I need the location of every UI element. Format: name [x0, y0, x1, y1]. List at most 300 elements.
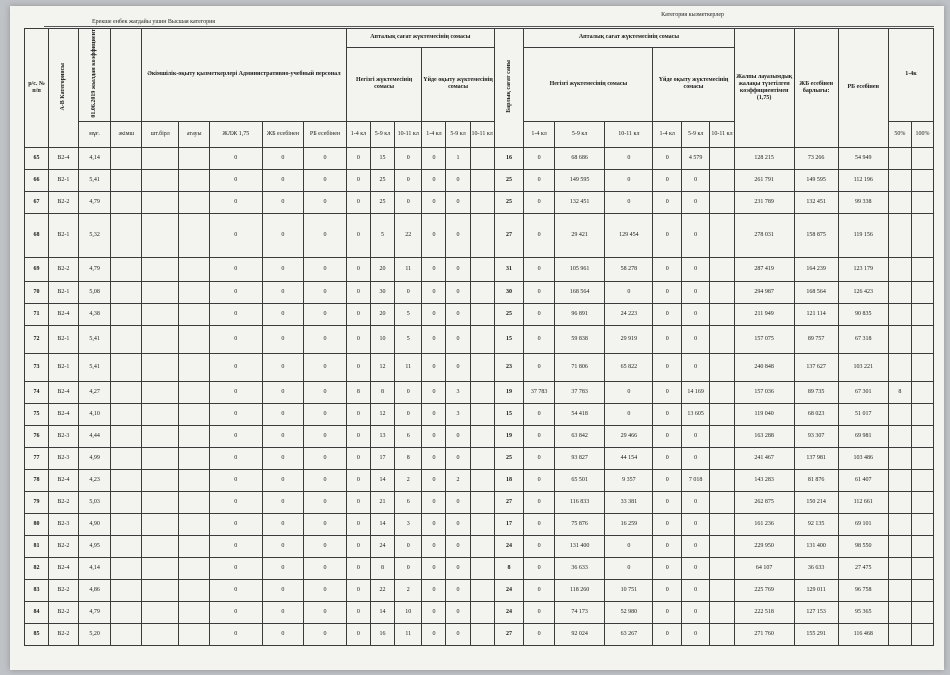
row-sum-g14: 0 [524, 513, 555, 535]
row-atauy [179, 191, 210, 213]
row-rb-total: 103 221 [838, 353, 888, 381]
row-atauy [179, 147, 210, 169]
row-rb: 0 [304, 169, 347, 191]
row-empty [111, 469, 142, 491]
row-home-g59: 0 [681, 353, 709, 381]
sub-p100: 100% [911, 121, 933, 147]
row-jb: 0 [262, 303, 304, 325]
row-number: 74 [25, 381, 49, 403]
row-home-g14: 0 [653, 169, 681, 191]
row-total-hours: 23 [494, 353, 524, 381]
row-sum-g59: 93 827 [554, 447, 604, 469]
row-empty [111, 169, 142, 191]
row-home-g1011 [710, 535, 734, 557]
row-jb-total: 121 114 [794, 303, 838, 325]
row-h-g1011 [470, 491, 494, 513]
row-w-g1011: 10 [395, 601, 422, 623]
row-sum-g59: 71 806 [554, 353, 604, 381]
table-row [25, 325, 934, 353]
row-home-g14: 0 [653, 257, 681, 281]
row-w-g59: 22 [370, 579, 394, 601]
jb-total-header: ЖБ есебінен барлығы: [794, 29, 838, 148]
row-h-g1011 [470, 191, 494, 213]
col-no-header: р/с. № п/п [25, 29, 49, 148]
row-atauy [179, 469, 210, 491]
row-coef: 4,44 [78, 425, 111, 447]
row-p50 [888, 513, 911, 535]
row-rb-total: 69 981 [838, 425, 888, 447]
row-sum-g59: 29 421 [554, 213, 604, 257]
row-coef: 4,79 [78, 257, 111, 281]
row-home-g1011 [710, 557, 734, 579]
row-sum-g59: 96 891 [554, 303, 604, 325]
row-h-g1011 [470, 353, 494, 381]
row-category: В2-4 [49, 403, 79, 425]
row-w-g59: 21 [370, 491, 394, 513]
row-empty [111, 403, 142, 425]
row-zhlzh: 0 [210, 513, 263, 535]
row-empty [111, 601, 142, 623]
row-number: 76 [25, 425, 49, 447]
row-salary: 262 875 [734, 491, 794, 513]
row-number: 79 [25, 491, 49, 513]
row-sum-g14: 0 [524, 491, 555, 513]
sub-g59-a: 5-9 кл [370, 121, 394, 147]
row-h-g59: 2 [446, 469, 470, 491]
row-w-g1011: 0 [395, 147, 422, 169]
row-salary: 261 791 [734, 169, 794, 191]
row-jb: 0 [262, 557, 304, 579]
row-jb-total: 36 633 [794, 557, 838, 579]
row-w-g1011: 22 [395, 213, 422, 257]
row-p100 [911, 491, 933, 513]
row-zhlzh: 0 [210, 557, 263, 579]
row-sum-g59: 149 595 [554, 169, 604, 191]
row-p100 [911, 513, 933, 535]
row-h-g59: 0 [446, 169, 470, 191]
row-coef: 4,23 [78, 469, 111, 491]
row-shtbirl [142, 147, 179, 169]
row-shtbirl [142, 213, 179, 257]
row-sum-g1011: 63 267 [605, 623, 653, 645]
row-total-hours: 24 [494, 535, 524, 557]
row-rb: 0 [304, 303, 347, 325]
row-empty [111, 491, 142, 513]
row-salary: 229 950 [734, 535, 794, 557]
row-atauy [179, 281, 210, 303]
row-coef: 5,41 [78, 325, 111, 353]
row-h-g59: 0 [446, 281, 470, 303]
row-p100 [911, 147, 933, 169]
table-row [25, 535, 934, 557]
row-shtbirl [142, 425, 179, 447]
row-home-g14: 0 [653, 191, 681, 213]
row-category: В2-1 [49, 169, 79, 191]
row-number: 69 [25, 257, 49, 281]
row-zhlzh: 0 [210, 213, 263, 257]
row-sum-g1011: 0 [605, 535, 653, 557]
row-zhlzh: 0 [210, 303, 263, 325]
row-total-hours: 8 [494, 557, 524, 579]
row-jb: 0 [262, 513, 304, 535]
row-w-g59: 16 [370, 623, 394, 645]
row-rb: 0 [304, 147, 347, 169]
row-w-g14: 0 [346, 491, 370, 513]
table-row [25, 403, 934, 425]
row-jb: 0 [262, 469, 304, 491]
row-jb-total: 73 266 [794, 147, 838, 169]
row-rb-total: 67 318 [838, 325, 888, 353]
row-rb-total: 54 949 [838, 147, 888, 169]
row-w-g14: 0 [346, 601, 370, 623]
row-number: 72 [25, 325, 49, 353]
row-atauy [179, 325, 210, 353]
row-p50 [888, 191, 911, 213]
row-total-hours: 17 [494, 513, 524, 535]
row-zhlzh: 0 [210, 191, 263, 213]
row-number: 67 [25, 191, 49, 213]
row-category: В2-3 [49, 513, 79, 535]
row-category: В2-2 [49, 535, 79, 557]
row-empty [111, 303, 142, 325]
row-p50 [888, 425, 911, 447]
row-sum-g14: 0 [524, 257, 555, 281]
sub-g59-b: 5-9 кл [446, 121, 470, 147]
document-sheet [10, 6, 944, 670]
row-home-g59: 0 [681, 535, 709, 557]
row-total-hours: 30 [494, 281, 524, 303]
weekly-hours-header-2: Апталық сағат жүктемесінің сомасы [524, 29, 734, 48]
row-salary: 231 789 [734, 191, 794, 213]
row-h-g59: 3 [446, 381, 470, 403]
row-h-g1011 [470, 169, 494, 191]
row-sum-g14: 0 [524, 191, 555, 213]
row-home-g1011 [710, 601, 734, 623]
row-empty [111, 447, 142, 469]
row-rb: 0 [304, 325, 347, 353]
row-zhlzh: 0 [210, 325, 263, 353]
row-h-g14: 0 [422, 353, 446, 381]
row-shtbirl [142, 303, 179, 325]
row-sum-g1011: 24 223 [605, 303, 653, 325]
row-home-g59: 0 [681, 281, 709, 303]
sub-mgt: мұғ. [78, 121, 111, 147]
table-row [25, 257, 934, 281]
row-w-g1011: 0 [395, 281, 422, 303]
row-jb-total: 89 757 [794, 325, 838, 353]
staff-hours-table [24, 28, 934, 646]
row-p100 [911, 381, 933, 403]
row-coef: 5,32 [78, 213, 111, 257]
row-salary: 278 031 [734, 213, 794, 257]
row-atauy [179, 353, 210, 381]
row-home-g14: 0 [653, 403, 681, 425]
row-shtbirl [142, 325, 179, 353]
row-h-g59: 0 [446, 257, 470, 281]
row-jb-total: 137 981 [794, 447, 838, 469]
row-h-g1011 [470, 601, 494, 623]
sub-admin: әкімш [111, 121, 142, 147]
row-sum-g1011: 44 154 [605, 447, 653, 469]
row-w-g1011: 6 [395, 425, 422, 447]
row-h-g59: 3 [446, 403, 470, 425]
row-jb-total: 89 735 [794, 381, 838, 403]
row-h-g14: 0 [422, 579, 446, 601]
row-atauy [179, 557, 210, 579]
row-jb: 0 [262, 191, 304, 213]
row-category: В2-2 [49, 601, 79, 623]
row-h-g1011 [470, 325, 494, 353]
row-coef: 4,90 [78, 513, 111, 535]
row-h-g59: 0 [446, 325, 470, 353]
sub-g1011-d: 10-11 кл [710, 121, 734, 147]
row-empty [111, 191, 142, 213]
row-w-g59: 8 [370, 557, 394, 579]
row-empty [111, 381, 142, 403]
row-rb-total: 61 407 [838, 469, 888, 491]
row-atauy [179, 213, 210, 257]
row-w-g1011: 8 [395, 447, 422, 469]
row-p100 [911, 353, 933, 381]
row-rb-total: 96 758 [838, 579, 888, 601]
row-p100 [911, 403, 933, 425]
row-w-g14: 0 [346, 535, 370, 557]
row-p100 [911, 623, 933, 645]
row-h-g1011 [470, 213, 494, 257]
basic-load-header-1: Негізгі жүктемесінің сомасы [346, 47, 422, 121]
row-salary: 119 040 [734, 403, 794, 425]
row-empty [111, 213, 142, 257]
row-empty [111, 281, 142, 303]
row-coef: 4,14 [78, 557, 111, 579]
row-salary: 163 288 [734, 425, 794, 447]
row-sum-g1011: 29 919 [605, 325, 653, 353]
row-w-g59: 10 [370, 325, 394, 353]
row-shtbirl [142, 579, 179, 601]
row-sum-g1011: 65 822 [605, 353, 653, 381]
row-sum-g14: 0 [524, 147, 555, 169]
row-home-g1011 [710, 447, 734, 469]
row-sum-g14: 0 [524, 447, 555, 469]
table-row [25, 469, 934, 491]
row-jb-total: 131 400 [794, 535, 838, 557]
row-rb-total: 103 486 [838, 447, 888, 469]
row-home-g14: 0 [653, 469, 681, 491]
row-home-g14: 0 [653, 579, 681, 601]
row-zhlzh: 0 [210, 257, 263, 281]
row-sum-g14: 0 [524, 303, 555, 325]
row-sum-g59: 116 833 [554, 491, 604, 513]
row-home-g59: 0 [681, 169, 709, 191]
row-w-g1011: 11 [395, 353, 422, 381]
row-rb-total: 119 156 [838, 213, 888, 257]
row-rb: 0 [304, 191, 347, 213]
row-w-g59: 14 [370, 513, 394, 535]
row-home-g59: 0 [681, 303, 709, 325]
row-number: 77 [25, 447, 49, 469]
row-home-g1011 [710, 381, 734, 403]
salary-header: Жалпы лауазымдық жалақы түзетілген коэффициентімен (1,75) [734, 29, 794, 148]
row-w-g14: 0 [346, 623, 370, 645]
row-total-hours: 25 [494, 303, 524, 325]
row-rb-total: 123 179 [838, 257, 888, 281]
row-h-g59: 0 [446, 513, 470, 535]
row-w-g1011: 0 [395, 535, 422, 557]
row-zhlzh: 0 [210, 353, 263, 381]
row-sum-g1011: 129 454 [605, 213, 653, 257]
row-h-g1011 [470, 535, 494, 557]
row-w-g59: 12 [370, 353, 394, 381]
row-number: 84 [25, 601, 49, 623]
row-w-g14: 0 [346, 303, 370, 325]
row-number: 85 [25, 623, 49, 645]
row-coef: 4,99 [78, 447, 111, 469]
table-row [25, 447, 934, 469]
sub-p50: 50% [888, 121, 911, 147]
row-total-hours: 25 [494, 191, 524, 213]
row-home-g59: 14 169 [681, 381, 709, 403]
row-home-g59: 0 [681, 325, 709, 353]
row-jb-total: 164 239 [794, 257, 838, 281]
row-sum-g59: 118 260 [554, 579, 604, 601]
row-w-g14: 0 [346, 513, 370, 535]
weekly-hours-header-1: Апталық сағат жүктемесінің сомасы [346, 29, 494, 48]
row-empty [111, 623, 142, 645]
row-w-g1011: 0 [395, 557, 422, 579]
row-coef: 5,20 [78, 623, 111, 645]
sub-g14-c: 1-4 кл [524, 121, 555, 147]
row-zhlzh: 0 [210, 469, 263, 491]
row-total-hours: 24 [494, 601, 524, 623]
row-coef: 4,86 [78, 579, 111, 601]
row-category: В2-4 [49, 303, 79, 325]
row-h-g1011 [470, 469, 494, 491]
row-category: В2-2 [49, 257, 79, 281]
row-coef: 5,08 [78, 281, 111, 303]
row-rb: 0 [304, 601, 347, 623]
row-shtbirl [142, 353, 179, 381]
row-w-g14: 0 [346, 325, 370, 353]
row-rb: 0 [304, 425, 347, 447]
row-jb: 0 [262, 491, 304, 513]
row-home-g59: 0 [681, 491, 709, 513]
row-total-hours: 15 [494, 325, 524, 353]
row-p50 [888, 491, 911, 513]
row-home-g59: 0 [681, 257, 709, 281]
row-zhlzh: 0 [210, 491, 263, 513]
row-h-g14: 0 [422, 281, 446, 303]
row-coef: 4,27 [78, 381, 111, 403]
row-h-g14: 0 [422, 601, 446, 623]
row-home-g59: 0 [681, 601, 709, 623]
row-h-g14: 0 [422, 403, 446, 425]
row-jb-total: 155 291 [794, 623, 838, 645]
row-jb-total: 93 307 [794, 425, 838, 447]
row-atauy [179, 403, 210, 425]
row-home-g14: 0 [653, 325, 681, 353]
row-category: В2-3 [49, 425, 79, 447]
row-w-g14: 8 [346, 381, 370, 403]
row-sum-g59: 65 501 [554, 469, 604, 491]
sub-g59-d: 5-9 кл [681, 121, 709, 147]
row-rb-total: 69 101 [838, 513, 888, 535]
row-salary: 157 075 [734, 325, 794, 353]
row-total-hours: 15 [494, 403, 524, 425]
row-jb: 0 [262, 281, 304, 303]
row-w-g14: 0 [346, 557, 370, 579]
row-sum-g59: 105 961 [554, 257, 604, 281]
row-total-hours: 16 [494, 147, 524, 169]
row-shtbirl [142, 535, 179, 557]
row-home-g14: 0 [653, 491, 681, 513]
row-shtbirl [142, 381, 179, 403]
row-jb: 0 [262, 257, 304, 281]
row-empty [111, 425, 142, 447]
row-home-g14: 0 [653, 601, 681, 623]
row-rb: 0 [304, 403, 347, 425]
table-row [25, 303, 934, 325]
row-shtbirl [142, 403, 179, 425]
row-atauy [179, 303, 210, 325]
row-h-g1011 [470, 257, 494, 281]
row-h-g14: 0 [422, 147, 446, 169]
row-sum-g14: 0 [524, 325, 555, 353]
row-total-hours: 25 [494, 169, 524, 191]
row-h-g14: 0 [422, 447, 446, 469]
row-empty [111, 147, 142, 169]
row-h-g1011 [470, 579, 494, 601]
row-jb-total: 150 214 [794, 491, 838, 513]
row-home-g59: 0 [681, 191, 709, 213]
right-partial-header: 1-4к [888, 29, 933, 122]
row-sum-g1011: 0 [605, 169, 653, 191]
row-sum-g1011: 33 381 [605, 491, 653, 513]
row-h-g59: 0 [446, 535, 470, 557]
row-shtbirl [142, 513, 179, 535]
table-row [25, 491, 934, 513]
row-category: В2-4 [49, 381, 79, 403]
row-atauy [179, 381, 210, 403]
row-p100 [911, 191, 933, 213]
row-p50 [888, 623, 911, 645]
row-home-g1011 [710, 169, 734, 191]
table-row [25, 623, 934, 645]
table-row [25, 353, 934, 381]
row-sum-g59: 132 451 [554, 191, 604, 213]
row-jb-total: 158 875 [794, 213, 838, 257]
row-rb-total: 27 475 [838, 557, 888, 579]
row-w-g14: 0 [346, 579, 370, 601]
row-home-g14: 0 [653, 535, 681, 557]
row-w-g59: 13 [370, 425, 394, 447]
row-w-g59: 8 [370, 381, 394, 403]
sub-atauy: атауы [179, 121, 210, 147]
row-zhlzh: 0 [210, 579, 263, 601]
row-zhlzh: 0 [210, 535, 263, 557]
row-rb-total: 90 835 [838, 303, 888, 325]
row-h-g1011 [470, 381, 494, 403]
row-w-g14: 0 [346, 403, 370, 425]
row-home-g1011 [710, 403, 734, 425]
row-total-hours: 18 [494, 469, 524, 491]
row-category: В2-2 [49, 623, 79, 645]
row-home-g1011 [710, 425, 734, 447]
row-rb: 0 [304, 491, 347, 513]
row-sum-g14: 0 [524, 579, 555, 601]
row-salary: 64 107 [734, 557, 794, 579]
row-w-g14: 0 [346, 447, 370, 469]
row-home-g14: 0 [653, 623, 681, 645]
